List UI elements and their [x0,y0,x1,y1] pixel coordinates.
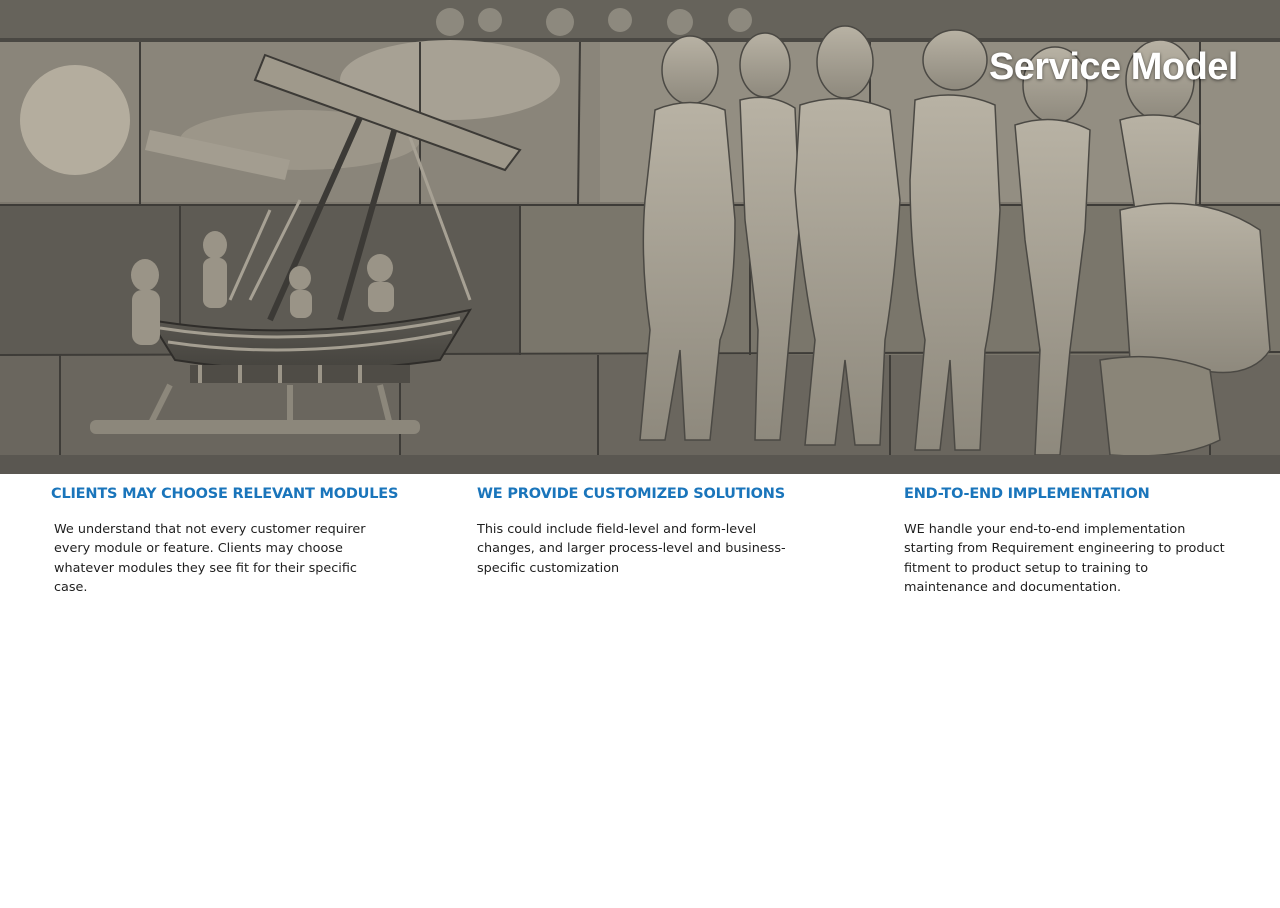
column-customized-solutions [477,486,797,578]
column-heading: END-TO-END IMPLEMENTATION [904,486,1150,502]
column-heading: WE PROVIDE CUSTOMIZED SOLUTIONS [477,486,785,502]
column-body: WE handle your end-to-end implementation starting from Requirement engineering to product fitment to product setup to training to maintenance and documentation. [904,522,1225,596]
column-heading: CLIENTS MAY CHOOSE RELEVANT MODULES [51,486,399,502]
column-end-to-end [904,486,1234,598]
column-body: We understand that not every customer requirer every module or feature. Clients may choose whatever modules they see fit for their specific case. [54,522,366,596]
column-body: This could include field-level and form-level changes, and larger process-level and business-specific customization [477,522,786,576]
column-clients-modules [51,486,398,598]
slide-title: Service Model [988,46,1238,88]
